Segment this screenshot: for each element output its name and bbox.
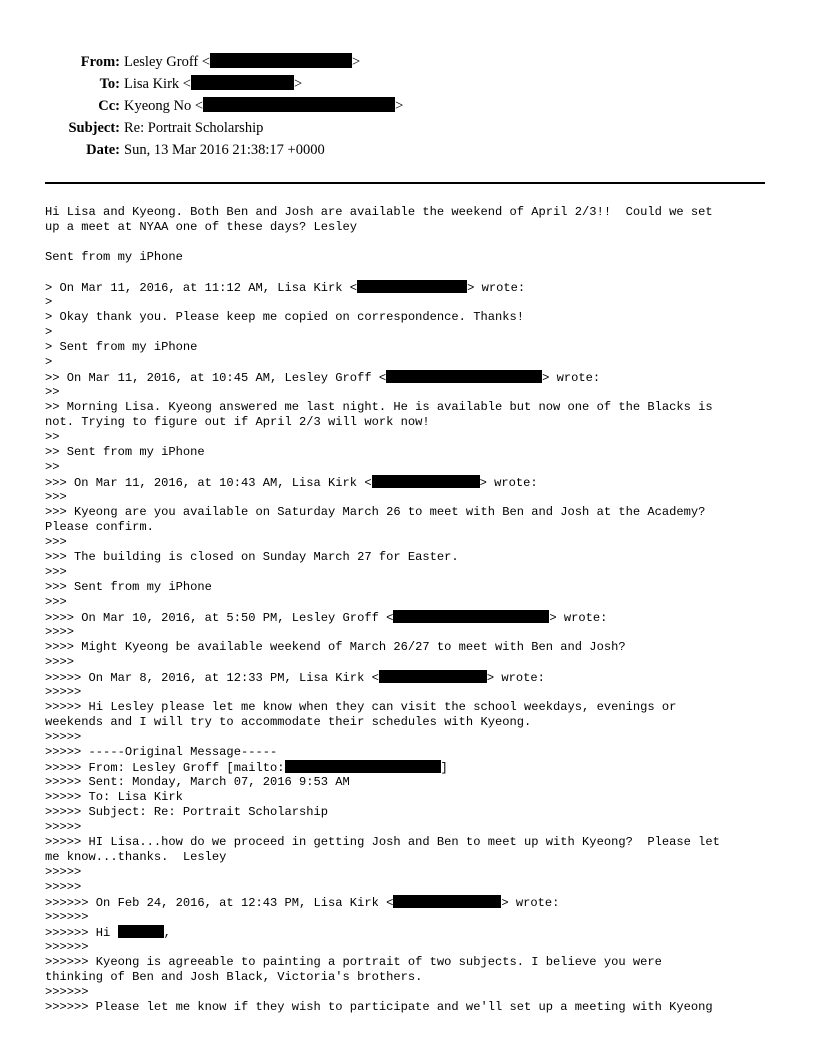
body-line: > xyxy=(45,295,53,309)
body-line: Please confirm. xyxy=(45,520,154,534)
attribution-text: > On Mar 11, 2016, at 11:12 AM, Lisa Kirk < xyxy=(45,281,358,295)
quote-attribution xyxy=(45,610,775,625)
attribution-end: > wrote: xyxy=(486,671,545,685)
date-label: Date: xyxy=(86,142,120,158)
greeting-end: , xyxy=(163,926,171,940)
body-line: >>>>> xyxy=(45,730,82,744)
header-divider xyxy=(45,182,765,184)
attribution-end: > wrote: xyxy=(542,371,601,385)
body-line: me know...thanks. Lesley xyxy=(45,850,227,864)
body-line: >>>>> xyxy=(45,880,82,894)
attribution-text: >> On Mar 11, 2016, at 10:45 AM, Lesley Groff < xyxy=(45,371,387,385)
body-line: >> Morning Lisa. Kyeong answered me last night. He is available but now one of the Blacks is xyxy=(45,400,713,414)
attribution-text: >>> On Mar 11, 2016, at 10:43 AM, Lisa Kirk < xyxy=(45,476,372,490)
body-line: >>>>> xyxy=(45,685,82,699)
redaction-block xyxy=(379,670,487,683)
forwarded-from-line xyxy=(45,760,775,775)
body-line: >>>>> HI Lisa...how do we proceed in getting Josh and Ben to meet up with Kyeong? Please let xyxy=(45,835,720,849)
redaction-block xyxy=(285,760,441,773)
email-header xyxy=(40,51,560,161)
date-value: Sun, 13 Mar 2016 21:38:17 +0000 xyxy=(124,142,325,158)
body-line: > Sent from my iPhone xyxy=(45,340,198,354)
from-name: Lesley Groff < xyxy=(124,54,211,70)
forwarded-from-end: ] xyxy=(440,761,448,775)
cc-name: Kyeong No < xyxy=(124,98,204,114)
subject-value: Re: Portrait Scholarship xyxy=(124,120,264,136)
body-line: >>> xyxy=(45,595,67,609)
cc-end: > xyxy=(395,98,404,114)
body-line: > xyxy=(45,355,53,369)
body-line: >>>> xyxy=(45,625,75,639)
to-row xyxy=(40,73,560,95)
cc-label: Cc: xyxy=(98,98,120,114)
from-end: > xyxy=(352,54,361,70)
greeting-line xyxy=(45,925,775,940)
blank-line xyxy=(45,265,775,280)
attribution-end: > wrote: xyxy=(501,896,560,910)
body-line: >>>>> Hi Lesley please let me know when they can visit the school weekdays, evenings or xyxy=(45,700,677,714)
redaction-block xyxy=(386,370,542,383)
from-value xyxy=(124,51,360,73)
body-line: >>>> xyxy=(45,655,75,669)
body-line: >>>>> -----Original Message----- xyxy=(45,745,278,759)
redaction-block xyxy=(203,97,395,112)
forwarded-from-text: >>>>> From: Lesley Groff [mailto: xyxy=(45,761,285,775)
date-row xyxy=(40,139,560,161)
body-line: >>>>>> xyxy=(45,940,89,954)
quote-attribution xyxy=(45,370,775,385)
body-line: >> xyxy=(45,385,60,399)
blank-line xyxy=(45,235,775,250)
quote-attribution xyxy=(45,280,775,295)
quote-attribution xyxy=(45,670,775,685)
attribution-text: >>>>>> On Feb 24, 2016, at 12:43 PM, Lisa Kirk < xyxy=(45,896,394,910)
body-line: >>> xyxy=(45,535,67,549)
from-row xyxy=(40,51,560,73)
email-body xyxy=(45,205,775,1015)
body-line: >> xyxy=(45,430,60,444)
to-value xyxy=(124,73,302,95)
quote-attribution xyxy=(45,895,775,910)
attribution-text: >>>> On Mar 10, 2016, at 5:50 PM, Lesley Groff < xyxy=(45,611,394,625)
redaction-block xyxy=(393,610,549,623)
body-line: >>> xyxy=(45,565,67,579)
body-line: >>>>> Sent: Monday, March 07, 2016 9:53 AM xyxy=(45,775,350,789)
body-line: >>>>>> Please let me know if they wish to participate and we'll set up a meeting with Kyeong xyxy=(45,1000,713,1014)
to-label: To: xyxy=(99,76,120,92)
body-line: >>>>> Subject: Re: Portrait Scholarship xyxy=(45,805,329,819)
attribution-end: > wrote: xyxy=(549,611,608,625)
redaction-block xyxy=(191,75,294,90)
cc-value xyxy=(124,95,403,117)
redaction-block xyxy=(357,280,467,293)
subject-row xyxy=(40,117,560,139)
body-line: >>> Sent from my iPhone xyxy=(45,580,212,594)
body-line: >>> Kyeong are you available on Saturday March 26 to meet with Ben and Josh at the Academy? xyxy=(45,505,706,519)
cc-row xyxy=(40,95,560,117)
body-line: >>>>>> Kyeong is agreeable to painting a portrait of two subjects. I believe you were xyxy=(45,955,662,969)
redaction-block xyxy=(393,895,501,908)
body-line: >>>>> xyxy=(45,865,82,879)
to-end: > xyxy=(293,76,303,92)
body-line: >>>>> xyxy=(45,820,82,834)
subject-label: Subject: xyxy=(68,120,120,136)
body-line: >>>>> To: Lisa Kirk xyxy=(45,790,183,804)
body-line: >>>>>> xyxy=(45,910,89,924)
redaction-block xyxy=(210,53,352,68)
body-line: Sent from my iPhone xyxy=(45,250,183,264)
body-line: Hi Lisa and Kyeong. Both Ben and Josh are available the weekend of April 2/3!! Could we set xyxy=(45,205,713,219)
redaction-block xyxy=(372,475,480,488)
quote-attribution xyxy=(45,475,775,490)
attribution-end: > wrote: xyxy=(479,476,538,490)
body-line: > xyxy=(45,325,53,339)
body-line: >> xyxy=(45,460,60,474)
to-name: Lisa Kirk < xyxy=(124,76,191,92)
body-line: not. Trying to figure out if April 2/3 will work now! xyxy=(45,415,430,429)
body-line: >>> xyxy=(45,490,67,504)
body-line: > Okay thank you. Please keep me copied on correspondence. Thanks! xyxy=(45,310,524,324)
body-line: >>>> Might Kyeong be available weekend of March 26/27 to meet with Ben and Josh? xyxy=(45,640,626,654)
body-line: weekends and I will try to accommodate their schedules with Kyeong. xyxy=(45,715,532,729)
redaction-block xyxy=(118,925,164,938)
attribution-end: > wrote: xyxy=(467,281,526,295)
body-line: up a meet at NYAA one of these days? Lesley xyxy=(45,220,358,234)
body-line: >>>>>> xyxy=(45,985,89,999)
from-label: From: xyxy=(80,54,120,70)
body-line: >>> The building is closed on Sunday March 27 for Easter. xyxy=(45,550,459,564)
body-line: thinking of Ben and Josh Black, Victoria's brothers. xyxy=(45,970,423,984)
attribution-text: >>>>> On Mar 8, 2016, at 12:33 PM, Lisa Kirk < xyxy=(45,671,379,685)
body-line: >> Sent from my iPhone xyxy=(45,445,205,459)
greeting-text: >>>>>> Hi xyxy=(45,926,118,940)
